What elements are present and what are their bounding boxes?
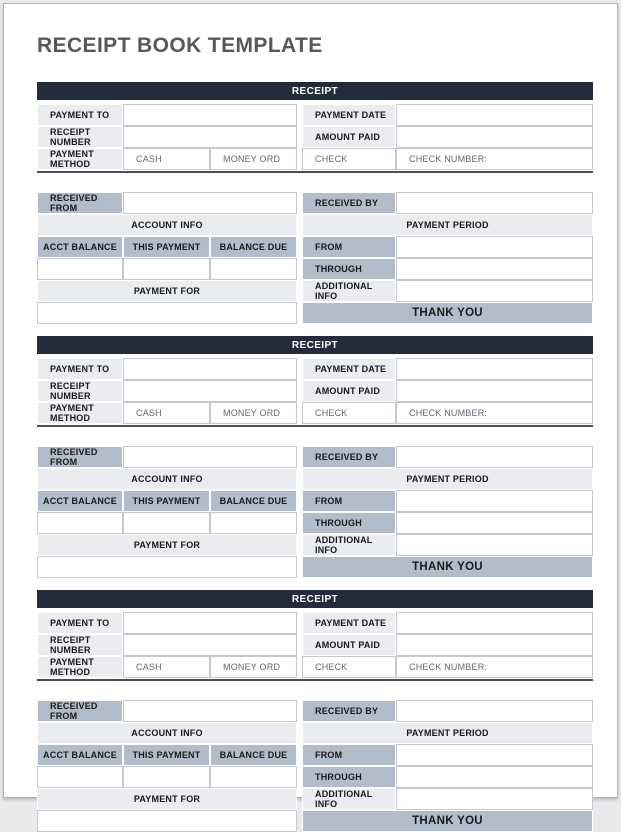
from-input[interactable] <box>396 744 593 766</box>
balance-due-label: BALANCE DUE <box>210 744 297 766</box>
received-by-label: RECEIVED BY <box>302 700 396 722</box>
through-label: THROUGH <box>302 258 396 280</box>
thank-you-banner: THANK YOU <box>302 302 593 324</box>
additional-info-input[interactable] <box>396 534 593 556</box>
acct-balance-label: ACCT BALANCE <box>37 744 123 766</box>
receipt-card <box>37 590 593 832</box>
receipt-card <box>37 82 593 324</box>
document-page <box>3 3 618 827</box>
payment-method-label: PAYMENT METHOD <box>37 402 123 424</box>
payment-for-input[interactable] <box>37 556 297 578</box>
from-input[interactable] <box>396 490 593 512</box>
amount-paid-input[interactable] <box>396 126 593 148</box>
payment-date-input[interactable] <box>396 612 593 634</box>
receipt-header: RECEIPT <box>37 590 593 608</box>
receipt-header: RECEIPT <box>37 82 593 100</box>
cash-option-cell[interactable]: CASH <box>123 656 210 678</box>
check-number-input[interactable]: CHECK NUMBER: <box>396 402 593 424</box>
received-from-label: RECEIVED FROM <box>37 446 123 468</box>
receipt-number-label: RECEIPT NUMBER <box>37 126 123 148</box>
received-from-label: RECEIVED FROM <box>37 700 123 722</box>
check-option-cell[interactable]: CHECK <box>302 656 396 678</box>
payment-date-label: PAYMENT DATE <box>302 104 396 126</box>
account-info-heading: ACCOUNT INFO <box>37 722 297 744</box>
payment-period-heading: PAYMENT PERIOD <box>302 214 593 236</box>
payment-to-label: PAYMENT TO <box>37 612 123 634</box>
receipt-header: RECEIPT <box>37 336 593 354</box>
section-divider-rule <box>37 678 593 683</box>
this-payment-input[interactable] <box>123 766 210 788</box>
this-payment-label: THIS PAYMENT <box>123 490 210 512</box>
amount-paid-input[interactable] <box>396 634 593 656</box>
through-input[interactable] <box>396 258 593 280</box>
additional-info-input[interactable] <box>396 280 593 302</box>
payment-period-heading: PAYMENT PERIOD <box>302 722 593 744</box>
payment-for-heading: PAYMENT FOR <box>37 788 297 810</box>
received-from-label: RECEIVED FROM <box>37 192 123 214</box>
additional-info-label: ADDITIONAL INFO <box>302 788 396 810</box>
payment-for-input[interactable] <box>37 810 297 832</box>
from-label: FROM <box>302 490 396 512</box>
check-option-cell[interactable]: CHECK <box>302 402 396 424</box>
page-title: RECEIPT BOOK TEMPLATE <box>37 34 323 57</box>
received-by-input[interactable] <box>396 446 593 468</box>
acct-balance-label: ACCT BALANCE <box>37 490 123 512</box>
this-payment-input[interactable] <box>123 512 210 534</box>
balance-due-label: BALANCE DUE <box>210 490 297 512</box>
receipt-number-label: RECEIPT NUMBER <box>37 380 123 402</box>
section-divider-rule <box>37 424 593 429</box>
payment-date-label: PAYMENT DATE <box>302 612 396 634</box>
payment-to-label: PAYMENT TO <box>37 358 123 380</box>
balance-due-input[interactable] <box>210 512 297 534</box>
receipt-number-input[interactable] <box>123 380 297 402</box>
from-input[interactable] <box>396 236 593 258</box>
receipt-number-label: RECEIPT NUMBER <box>37 634 123 656</box>
account-info-heading: ACCOUNT INFO <box>37 468 297 490</box>
acct-balance-input[interactable] <box>37 512 123 534</box>
receipt-card <box>37 336 593 578</box>
amount-paid-label: AMOUNT PAID <box>302 126 396 148</box>
this-payment-input[interactable] <box>123 258 210 280</box>
additional-info-label: ADDITIONAL INFO <box>302 534 396 556</box>
this-payment-label: THIS PAYMENT <box>123 236 210 258</box>
payment-to-label: PAYMENT TO <box>37 104 123 126</box>
section-divider-rule <box>37 170 593 175</box>
balance-due-input[interactable] <box>210 258 297 280</box>
payment-for-heading: PAYMENT FOR <box>37 534 297 556</box>
through-input[interactable] <box>396 766 593 788</box>
payment-date-input[interactable] <box>396 358 593 380</box>
additional-info-label: ADDITIONAL INFO <box>302 280 396 302</box>
cash-option-cell[interactable]: CASH <box>123 148 210 170</box>
amount-paid-label: AMOUNT PAID <box>302 634 396 656</box>
received-from-input[interactable] <box>123 700 297 722</box>
amount-paid-label: AMOUNT PAID <box>302 380 396 402</box>
check-number-input[interactable]: CHECK NUMBER: <box>396 656 593 678</box>
check-option-cell[interactable]: CHECK <box>302 148 396 170</box>
payment-to-input[interactable] <box>123 104 297 126</box>
balance-due-label: BALANCE DUE <box>210 236 297 258</box>
receipt-number-input[interactable] <box>123 126 297 148</box>
additional-info-input[interactable] <box>396 788 593 810</box>
payment-date-label: PAYMENT DATE <box>302 358 396 380</box>
cash-option-cell[interactable]: CASH <box>123 402 210 424</box>
received-by-input[interactable] <box>396 700 593 722</box>
payment-to-input[interactable] <box>123 358 297 380</box>
payment-method-label: PAYMENT METHOD <box>37 656 123 678</box>
payment-method-label: PAYMENT METHOD <box>37 148 123 170</box>
through-label: THROUGH <box>302 512 396 534</box>
thank-you-banner: THANK YOU <box>302 556 593 578</box>
received-by-label: RECEIVED BY <box>302 446 396 468</box>
acct-balance-input[interactable] <box>37 258 123 280</box>
payment-to-input[interactable] <box>123 612 297 634</box>
received-by-label: RECEIVED BY <box>302 192 396 214</box>
received-by-input[interactable] <box>396 192 593 214</box>
money-order-option-cell[interactable]: MONEY ORD <box>210 402 297 424</box>
payment-for-heading: PAYMENT FOR <box>37 280 297 302</box>
amount-paid-input[interactable] <box>396 380 593 402</box>
received-from-input[interactable] <box>123 192 297 214</box>
acct-balance-label: ACCT BALANCE <box>37 236 123 258</box>
from-label: FROM <box>302 236 396 258</box>
payment-date-input[interactable] <box>396 104 593 126</box>
payment-period-heading: PAYMENT PERIOD <box>302 468 593 490</box>
receipt-number-input[interactable] <box>123 634 297 656</box>
balance-due-input[interactable] <box>210 766 297 788</box>
check-number-input[interactable]: CHECK NUMBER: <box>396 148 593 170</box>
receipt-list <box>37 82 617 832</box>
payment-for-input[interactable] <box>37 302 297 324</box>
account-info-heading: ACCOUNT INFO <box>37 214 297 236</box>
through-input[interactable] <box>396 512 593 534</box>
this-payment-label: THIS PAYMENT <box>123 744 210 766</box>
money-order-option-cell[interactable]: MONEY ORD <box>210 656 297 678</box>
money-order-option-cell[interactable]: MONEY ORD <box>210 148 297 170</box>
through-label: THROUGH <box>302 766 396 788</box>
from-label: FROM <box>302 744 396 766</box>
thank-you-banner: THANK YOU <box>302 810 593 832</box>
acct-balance-input[interactable] <box>37 766 123 788</box>
received-from-input[interactable] <box>123 446 297 468</box>
